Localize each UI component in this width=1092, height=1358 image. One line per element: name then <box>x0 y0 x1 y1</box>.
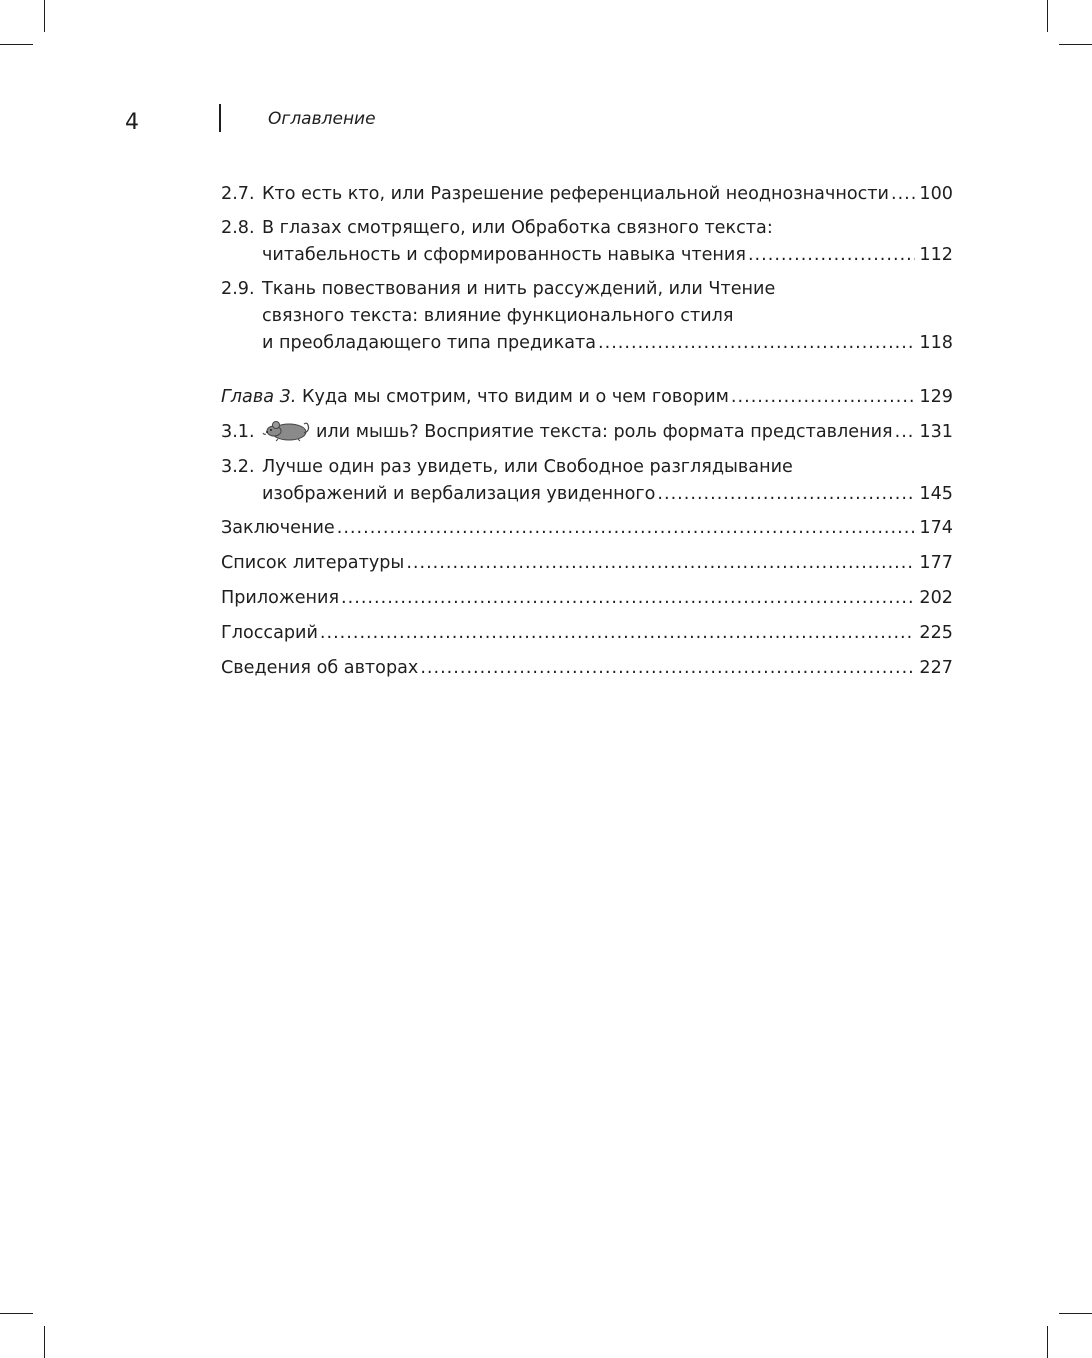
toc-entry-3-2[interactable] <box>221 454 953 508</box>
entry-page: 145 <box>919 484 953 504</box>
crop-mark <box>0 44 33 45</box>
dot-leader <box>748 242 915 269</box>
toc-entry-3-1[interactable] <box>221 419 953 446</box>
toc-entry-appendices[interactable] <box>221 585 953 612</box>
toc-entry-2-9[interactable] <box>221 276 953 357</box>
mouse-icon <box>262 419 312 443</box>
entry-page: 225 <box>919 623 953 643</box>
dot-leader <box>341 585 915 612</box>
entry-page: 100 <box>919 184 953 204</box>
entry-title-continued: читабельность и сформированность навыка чтения <box>262 245 746 265</box>
crop-mark <box>1047 1326 1048 1358</box>
toc-entry-conclusion[interactable] <box>221 515 953 542</box>
section-number: 2.9. <box>221 279 255 299</box>
crop-mark <box>1059 44 1092 45</box>
toc-entry-chapter-3[interactable] <box>221 384 953 411</box>
entry-title: Приложения <box>221 588 340 608</box>
dot-leader <box>891 181 915 208</box>
entry-title: Список литературы <box>221 553 405 573</box>
crop-mark <box>44 0 45 32</box>
entry-title: или мышь? Восприятие текста: роль формата представления <box>316 422 893 442</box>
section-number: 2.8. <box>221 218 255 238</box>
dot-leader <box>657 481 915 508</box>
entry-title: Заключение <box>221 518 335 538</box>
table-of-contents <box>221 181 953 690</box>
dot-leader <box>337 515 916 542</box>
entry-title-continued: изображений и вербализация увиденного <box>262 484 656 504</box>
entry-page: 129 <box>919 387 953 407</box>
entry-title: Куда мы смотрим, что видим и о чем говорим <box>301 387 729 407</box>
section-number: 2.7. <box>221 184 255 204</box>
entry-page: 112 <box>919 245 953 265</box>
entry-page: 174 <box>919 518 953 538</box>
entry-page: 177 <box>919 553 953 573</box>
crop-mark <box>1059 1313 1092 1314</box>
page-number: 4 <box>125 110 139 135</box>
section-number: 3.2. <box>221 457 255 477</box>
entry-page: 227 <box>919 658 953 678</box>
chapter-label: Глава 3. <box>221 387 297 407</box>
section-number: 3.1. <box>221 422 255 442</box>
entry-title: Кто есть кто, или Разрешение референциальной неоднозначности <box>262 184 889 204</box>
toc-entry-references[interactable] <box>221 550 953 577</box>
entry-title: Ткань повествования и нить рассуждений, или Чтение <box>262 279 776 299</box>
toc-entry-2-7[interactable] <box>221 181 953 208</box>
crop-mark <box>1047 0 1048 32</box>
dot-leader <box>598 330 915 357</box>
entry-title-continued: и преобладающего типа предиката <box>262 333 597 353</box>
toc-entry-glossary[interactable] <box>221 620 953 647</box>
crop-mark <box>44 1326 45 1358</box>
entry-title: Глоссарий <box>221 623 318 643</box>
dot-leader <box>320 620 916 647</box>
entry-title-continued: связного текста: влияние функционального стиля <box>262 306 734 326</box>
dot-leader <box>406 550 915 577</box>
running-title: Оглавление <box>268 109 376 129</box>
entry-title: Лучше один раз увидеть, или Свободное разглядывание <box>262 457 793 477</box>
entry-page: 118 <box>919 333 953 353</box>
toc-entry-authors[interactable] <box>221 655 953 682</box>
dot-leader <box>420 655 915 682</box>
header-divider <box>219 104 221 132</box>
entry-title: Сведения об авторах <box>221 658 419 678</box>
toc-entry-2-8[interactable] <box>221 215 953 269</box>
dot-leader <box>895 419 916 446</box>
crop-mark <box>0 1313 33 1314</box>
entry-page: 131 <box>919 422 953 442</box>
entry-page: 202 <box>919 588 953 608</box>
dot-leader <box>731 384 915 411</box>
entry-title: В глазах смотрящего, или Обработка связного текста: <box>262 218 773 238</box>
